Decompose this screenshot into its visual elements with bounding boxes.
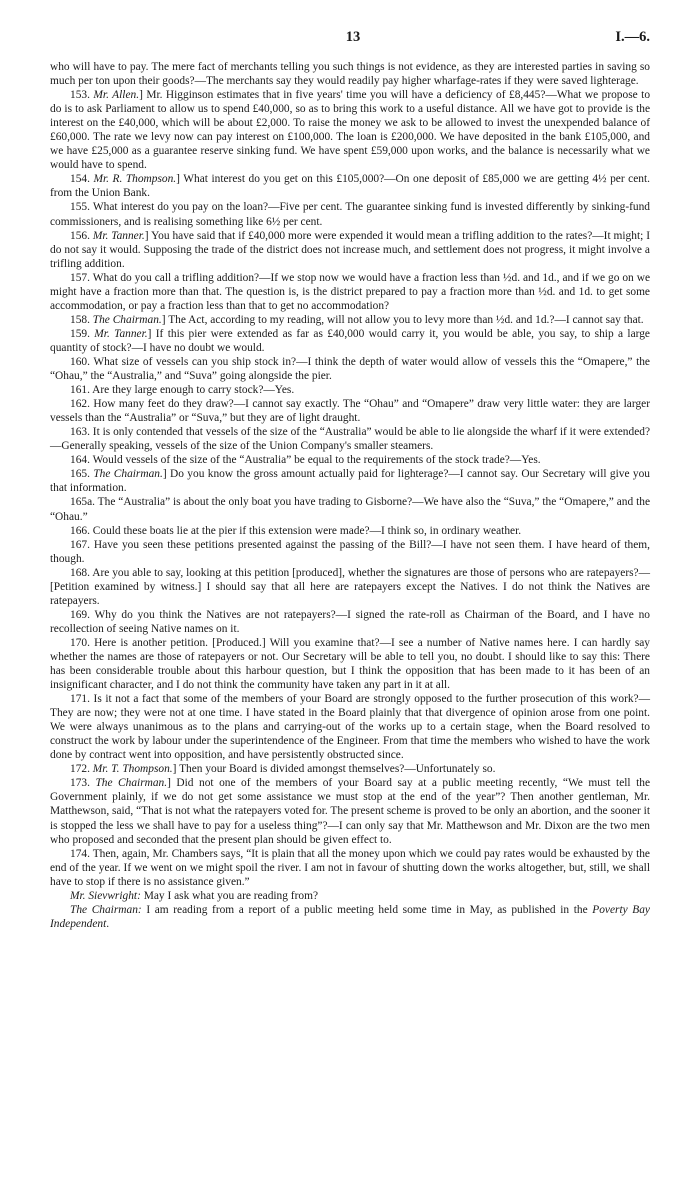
paragraph-text: Have you seen these petitions presented against the passing of the Bill?—I have not seen them. I have heard of them, though. [50, 538, 650, 565]
bracket: ] [172, 763, 177, 776]
paragraph-text: Would vessels of the size of the “Australia” be equal to the requirements of the stock trade?—Yes. [92, 454, 541, 467]
testimony-paragraph [50, 383, 650, 397]
question-number: 163. [70, 426, 93, 439]
paragraph-tail: . [106, 917, 110, 930]
testimony-paragraph [50, 88, 650, 172]
paragraph-text: Are they large enough to carry stock?—Yes. [92, 384, 295, 397]
paragraph-text: Do you know the gross amount actually paid for lighterage?—I cannot say. Our Secretary will give you that information. [50, 468, 651, 495]
testimony-paragraph [50, 847, 650, 889]
testimony-paragraph [50, 467, 650, 495]
paragraph-text: What do you call a trifling addition?—If we stop now we would have a fraction less than ½d. and 1d., and if we go on we might have a fraction more than that. The question is, is the district prepared to pay a fraction more than ½d. and 1d. to get some accommodation, or pay a fraction less than that to get no accommodation? [50, 271, 650, 312]
testimony-paragraph [50, 889, 650, 903]
speaker-name: Mr. T. Thompson. [92, 763, 173, 776]
paragraph-text: Then your Board is divided amongst themselves?—Unfortunately so. [176, 763, 496, 776]
paragraph-text: I am reading from a report of a public meeting held some time in May, as published in the [141, 903, 593, 916]
publication-title: Poverty Bay Independent [50, 903, 650, 930]
paragraph-text: Could these boats lie at the pier if this extension were made?—I think so, in ordinary weather. [92, 524, 522, 537]
bracket: ] [162, 468, 167, 481]
page-number: 13 [345, 29, 361, 45]
testimony-paragraph [50, 608, 650, 636]
document-reference: I.—6. [615, 29, 650, 45]
testimony-paragraph [50, 313, 650, 327]
question-number: 172. [70, 763, 93, 776]
testimony-paragraph [50, 566, 650, 608]
speaker-name: The Chairman. [93, 468, 163, 481]
paragraph-text: If this pier were extended as far as £40,000 would carry it, you would be able, you say, to ship a large quantity of stock?—I have no doubt we would. [50, 327, 650, 354]
bracket: ] [176, 173, 180, 186]
testimony-paragraph [50, 425, 650, 453]
paragraph-text: who will have to pay. The mere fact of merchants telling you such things is not evidence, as they are interested parties in saving so much per ton upon their goods?—The merchants say they would readily pay higher wharfage-rates if they were saved lighterage. [50, 61, 650, 88]
speaker-name: Mr. R. Thompson. [93, 173, 177, 186]
page-header [50, 30, 650, 60]
bracket: ] [147, 327, 152, 340]
paragraph-text: What size of vessels can you ship stock in?—I think the depth of water would allow of vessels this the “Omapere,” the “Ohau,” the “Australia,” and “Suva” going alongside the pier. [50, 355, 650, 383]
paragraph-text: The “Australia” is about the only boat you have trading to Gisborne?—We have also the “Suva,” the “Omapere,” and the “Ohau.” [50, 496, 650, 523]
paragraph-text: What interest do you pay on the loan?—Five per cent. The guarantee sinking fund is invested differently by sinking-fund commissioners, and is realising something like 6½ per cent. [50, 201, 650, 228]
bracket: ] [161, 313, 166, 326]
testimony-paragraph [50, 903, 650, 931]
testimony-paragraph [50, 524, 650, 538]
paragraph-text: Did not one of the members of your Board say at a public meeting recently, “We must tell the Government plainly, if we do not get some assistance we must stop at the end of the year”? Then another gentleman, Mr. Matthewson, said, “That is not what the ratepayers voted for. The present scheme is proved to be only an abortion, and the sooner it is stopped the less we shall have to pay for a useless thing”?—I can only say that Mr. Matthewson and Mr. Dixon are the two men who proposed and seconded that the present plan should be given effect to. [50, 777, 651, 846]
speaker-name: The Chairman. [92, 313, 162, 326]
paragraph-text: Are you able to say, looking at this petition [produced], whether the signatures are those of persons who are ratepayers?—[Petition examined by witness.] I should say that all here are ratepayers except the Natives. I do not think the Natives are ratepayers. [50, 566, 650, 607]
question-number: 159. [70, 327, 95, 340]
question-number: 168. [70, 566, 93, 579]
question-number: 164. [70, 454, 93, 467]
question-number: 157. [70, 271, 93, 284]
testimony-paragraph [50, 397, 650, 425]
speaker-name: Mr. Tanner. [92, 229, 145, 242]
bracket: ] [144, 229, 149, 242]
paragraph-text: It is only contended that vessels of the size of the “Australia” would be able to lie alongside the wharf if it were extended?—Generally speaking, vessels of the size of the Union Company's smaller steamers. [50, 426, 650, 453]
testimony-paragraph [50, 200, 650, 228]
speaker-name: The Chairman: [70, 903, 142, 916]
question-number: 160. [70, 355, 94, 368]
question-number: 169. [70, 608, 95, 621]
question-number: 165a. [70, 496, 98, 509]
question-number: 154. [70, 173, 94, 186]
bracket: ] [167, 777, 171, 790]
paragraph-text: The Act, according to my reading, will not allow you to levy more than ½d. and 1d.?—I cannot say that. [165, 313, 644, 326]
testimony-paragraph [50, 355, 650, 383]
question-number: 174. [70, 847, 93, 860]
paragraph-text: Mr. Higginson estimates that in five years' time you will have a deficiency of £8,445?—What we propose to do is to ask Parliament to allow us to spend £40,000, so as to bring this work to a useful distance. All we have got to provide is the interest on the £40,000, which will be about £2,000. To raise the money we ask to be allowed to invest the unexpended balance of £60,000. The rate we levy now can pay interest on £100,000. The loan is £200,000. We have deposited in the bank £105,000, and we have £25,000 as a guarantee reserve sinking fund. We have spent £59,000 upon works, and the balance is necessarily what we would have to spend. [50, 89, 651, 172]
testimony-paragraph [50, 538, 650, 566]
testimony-paragraph [50, 271, 650, 313]
transcript-body [50, 60, 650, 931]
testimony-paragraph [50, 692, 650, 762]
bracket: ] [139, 89, 143, 102]
paragraph-text: May I ask what you are reading from? [140, 889, 318, 902]
speaker-name: Mr. Allen. [93, 89, 140, 102]
paragraph-text: You have said that if £40,000 more were expended it would mean a trifling addition to the rates?—It might; I do not say it would. Supposing the trade of the district does not increase much, and settlement does not progress, it might involve a trifling addition. [50, 229, 651, 270]
paragraph-text: What interest do you get on this £105,000?—On one deposit of £85,000 we are getting 4½ per cent. from the Union Bank. [50, 173, 651, 200]
testimony-paragraph [50, 327, 650, 355]
question-number: 173. [70, 777, 96, 790]
testimony-paragraph [50, 636, 650, 692]
paragraph-text: How many feet do they draw?—I cannot say exactly. The “Ohau” and “Omapere” draw very little water: they are larger vessels than the “Australia” or “Suva,” but they are of light draught. [50, 398, 650, 425]
testimony-paragraph [50, 60, 650, 88]
question-number: 161. [70, 384, 93, 397]
paragraph-text: Then, again, Mr. Chambers says, “It is plain that all the money upon which we could pay rates would be exhausted by the end of the year. If we went on we might spoil the river. I am not in favour of shutting down the works altogether, but, still, we shall have to stop if there is no assistance given.” [50, 847, 650, 888]
testimony-paragraph [50, 172, 650, 200]
testimony-paragraph [50, 229, 650, 271]
speaker-name: The Chairman. [95, 777, 168, 790]
speaker-name: Mr. Tanner. [94, 327, 148, 340]
paragraph-text: Why do you think the Natives are not ratepayers?—I signed the rate-roll as Chairman of the Board, and I have no recollection of seeing Native names on it. [50, 608, 651, 635]
question-number: 170. [70, 636, 95, 649]
question-number: 156. [70, 229, 93, 242]
testimony-paragraph [50, 453, 650, 467]
paragraph-text: Here is another petition. [Produced.] Will you examine that?—I see a number of Native names here. I can hardly say whether the names are those of ratepayers or not. Our Secretary will be able to tell you, no doubt. I should like to say this: There has been considerable trouble about this harbour question, but I think the opposition that has been made to it has been of an insignificant character, and I do not think the community have taken any part in it at all. [50, 636, 650, 692]
question-number: 166. [70, 524, 93, 537]
question-number: 153. [70, 89, 94, 102]
paragraph-text: Is it not a fact that some of the members of your Board are strongly opposed to the further prosecution of this work?—They are now; they were not at one time. I have stated in the Board plainly that that divergence of opinion arose from one point. We were always unanimous as to the plans and carrying-out of the works up to a certain stage, when the Board resolved to construct the work by labour under the superintendence of the Engineer. From that time the members who wished to have the work done by contract went into opposition, and have persistently obstructed since. [50, 693, 651, 762]
testimony-paragraph [50, 495, 650, 523]
testimony-paragraph [50, 762, 650, 776]
question-number: 167. [70, 538, 94, 551]
question-number: 171. [70, 693, 94, 706]
question-number: 162. [70, 398, 94, 411]
speaker-name: Mr. Sievwright: [70, 889, 141, 902]
question-number: 155. [70, 201, 93, 214]
testimony-paragraph [50, 776, 650, 846]
question-number: 158. [70, 313, 93, 326]
question-number: 165. [70, 468, 94, 481]
